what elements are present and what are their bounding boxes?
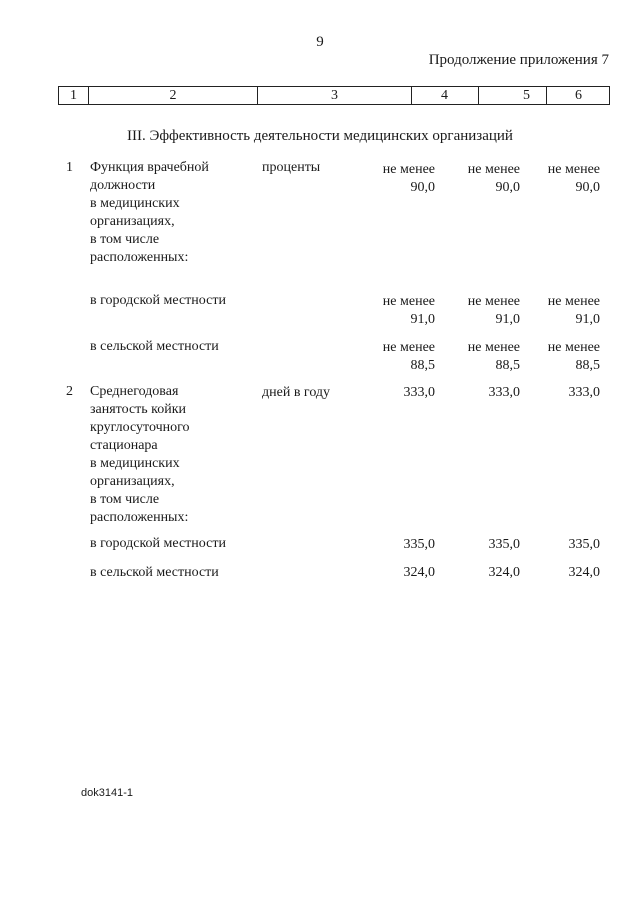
value-year-1: не менее 90,0 (382, 162, 435, 195)
header-col-2: 2 (89, 87, 258, 104)
value-year-2: 335,0 (488, 537, 520, 552)
value-year-2: не менее 91,0 (467, 294, 520, 327)
indicator-name: Среднегодовая занятость койки круглосуточного стационара в медицинских организациях, в том числе расположенных: (90, 384, 190, 525)
header-col-5: 5 (479, 87, 547, 104)
header-col-3: 3 (258, 87, 412, 104)
indicator-name: в городской местности (90, 293, 226, 308)
indicator-name: Функция врачебной должности в медицинских организациях, в том числе расположенных: (90, 160, 209, 265)
column-number-header (58, 86, 610, 105)
value-year-1: 335,0 (403, 537, 435, 552)
value-year-1: не менее 88,5 (382, 340, 435, 373)
page-number: 9 (316, 34, 324, 50)
header-col-1: 1 (59, 87, 89, 104)
section-title: III. Эффективность деятельности медицинских организаций (127, 128, 513, 144)
unit-of-measure: проценты (262, 160, 321, 175)
value-year-1: 324,0 (403, 565, 435, 580)
value-year-3: не менее 90,0 (547, 162, 600, 195)
document-code: dok3141-1 (81, 787, 133, 799)
value-year-2: не менее 90,0 (467, 162, 520, 195)
value-year-1: не менее 91,0 (382, 294, 435, 327)
value-year-2: 333,0 (488, 385, 520, 400)
value-year-3: 324,0 (568, 565, 600, 580)
value-year-2: не менее 88,5 (467, 340, 520, 373)
indicator-name: в городской местности (90, 536, 226, 551)
row-number: 2 (66, 384, 73, 399)
indicator-name: в сельской местности (90, 565, 219, 580)
value-year-3: не менее 88,5 (547, 340, 600, 373)
value-year-3: не менее 91,0 (547, 294, 600, 327)
unit-of-measure: дней в году (262, 385, 331, 400)
value-year-3: 335,0 (568, 537, 600, 552)
value-year-2: 324,0 (488, 565, 520, 580)
header-col-4: 4 (412, 87, 479, 104)
value-year-3: 333,0 (568, 385, 600, 400)
header-col-6: 6 (575, 88, 582, 103)
appendix-continuation-note: Продолжение приложения 7 (428, 52, 609, 68)
indicator-name: в сельской местности (90, 339, 219, 354)
value-year-1: 333,0 (403, 385, 435, 400)
row-number: 1 (66, 160, 73, 175)
